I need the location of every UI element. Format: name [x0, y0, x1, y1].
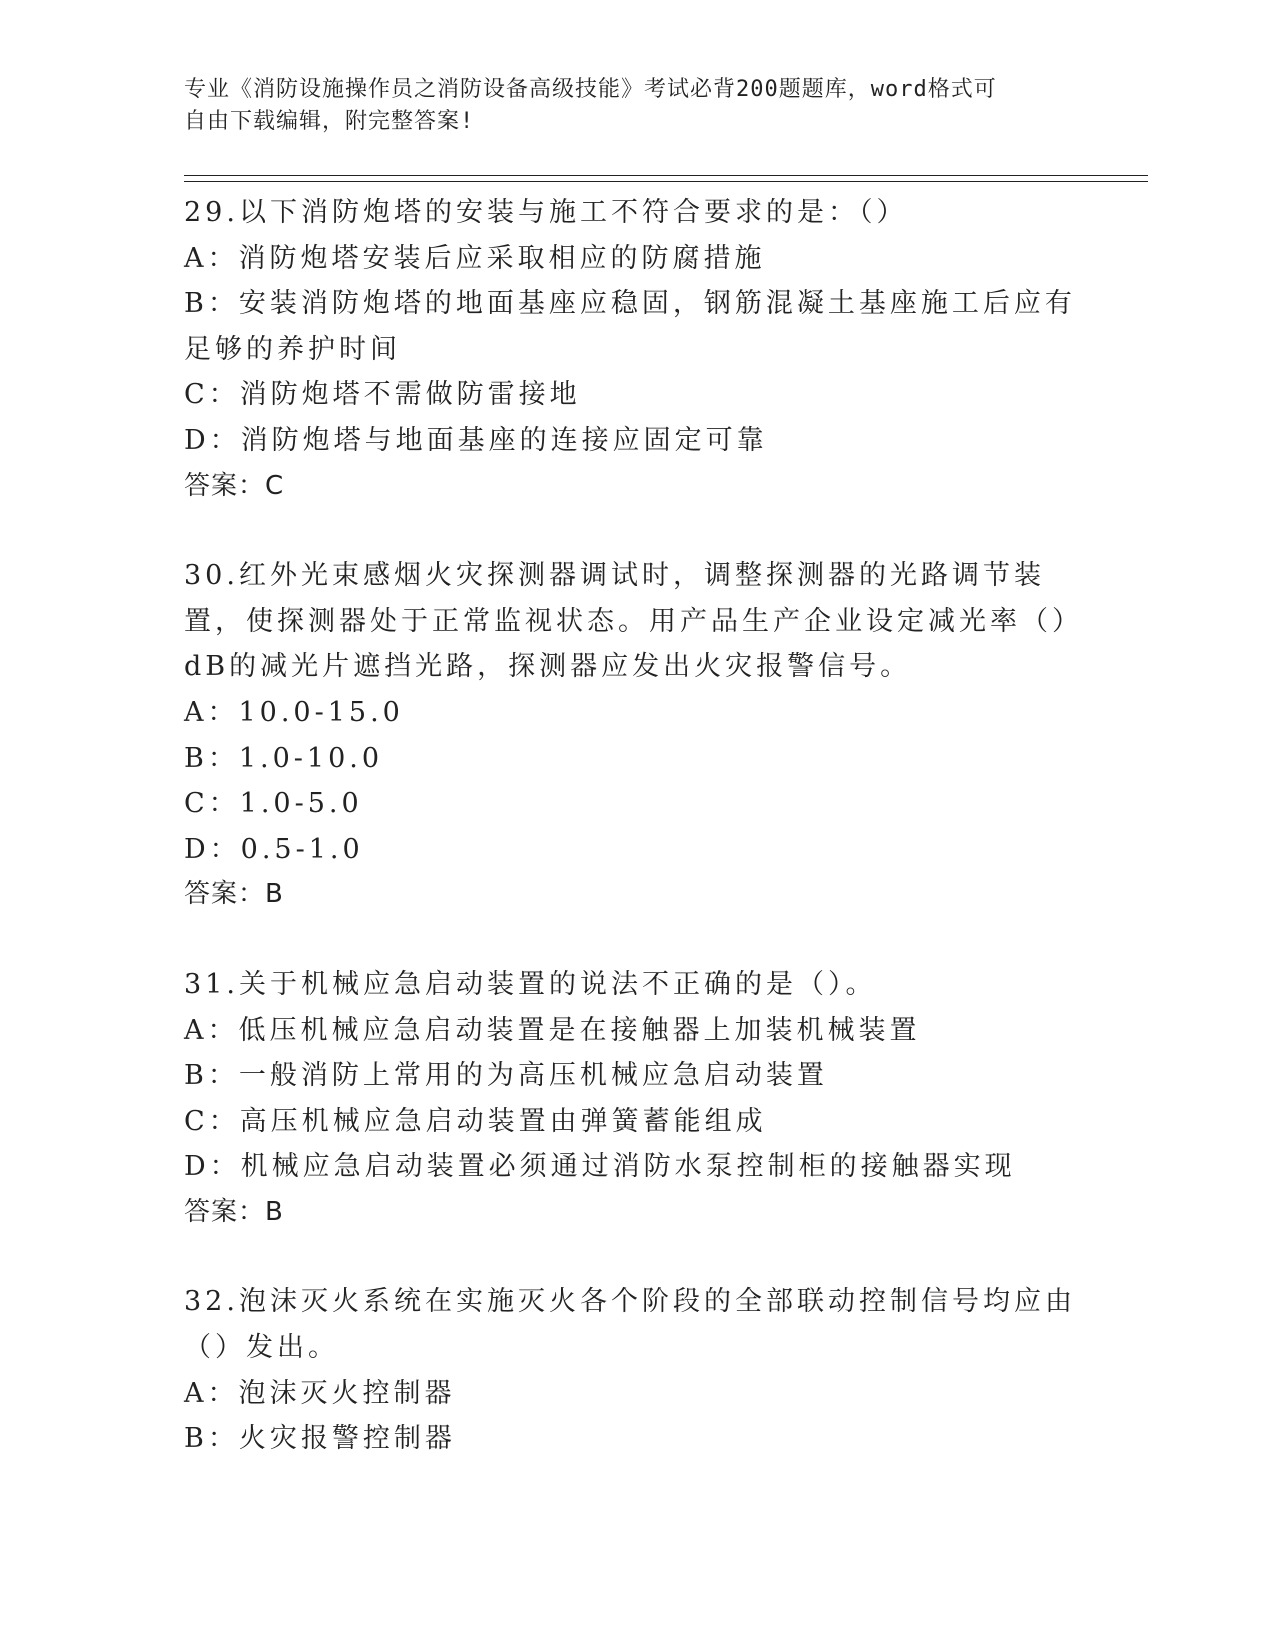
answer-label: 答案：B: [184, 1196, 284, 1227]
option-b: B：一般消防上常用的为高压机械应急启动装置: [184, 1060, 828, 1092]
option-a: A：低压机械应急启动装置是在接触器上加装机械装置: [184, 1014, 921, 1046]
document-header: [184, 74, 1064, 138]
option-c: C：高压机械应急启动装置由弹簧蓄能组成: [184, 1105, 767, 1137]
option-d: D：0.5-1.0: [184, 833, 364, 865]
question-stem: 29.以下消防炮塔的安装与施工不符合要求的是：（）: [184, 197, 908, 228]
header-divider-bottom: [184, 181, 1148, 182]
option-a: A：泡沫灭火控制器: [184, 1377, 456, 1409]
question-31: [184, 962, 1084, 1236]
question-32: [184, 1279, 1084, 1461]
question-29: [184, 190, 1084, 509]
header-title-line-2: 自由下载编辑，附完整答案!: [184, 109, 475, 134]
answer-label: 答案：B: [184, 879, 284, 910]
option-d: D：机械应急启动装置必须通过消防水泵控制柜的接触器实现: [184, 1151, 1016, 1183]
question-stem: 31.关于机械应急启动装置的说法不正确的是（）。: [184, 968, 877, 1000]
option-b: B：1.0-10.0: [184, 742, 384, 774]
option-b: B：安装消防炮塔的地面基座应稳固，钢筋混凝土基座施工后应有足够的养护时间: [184, 288, 1076, 365]
question-30: [184, 553, 1084, 918]
question-stem: 30.红外光束感烟火灾探测器调试时，调整探测器的光路调节装置，使探测器处于正常监视状态。用产品生产企业设定减光率（）dB的减光片遮挡光路，探测器应发出火灾报警信号。: [184, 560, 1083, 683]
option-a: A：消防炮塔安装后应采取相应的防腐措施: [184, 242, 766, 274]
answer-label: 答案：C: [184, 470, 285, 501]
header-divider-top: [184, 175, 1148, 176]
header-title-line-1: 专业《消防设施操作员之消防设备高级技能》考试必背200题题库，word格式可: [184, 77, 997, 102]
question-list: [184, 190, 1084, 1506]
option-b: B：火灾报警控制器: [184, 1423, 456, 1455]
option-c: C：1.0-5.0: [184, 788, 363, 820]
question-stem: 32.泡沫灭火系统在实施灭火各个阶段的全部联动控制信号均应由（）发出。: [184, 1286, 1076, 1364]
option-a: A：10.0-15.0: [184, 696, 404, 728]
option-d: D：消防炮塔与地面基座的连接应固定可靠: [184, 424, 768, 456]
option-c: C：消防炮塔不需做防雷接地: [184, 379, 581, 411]
